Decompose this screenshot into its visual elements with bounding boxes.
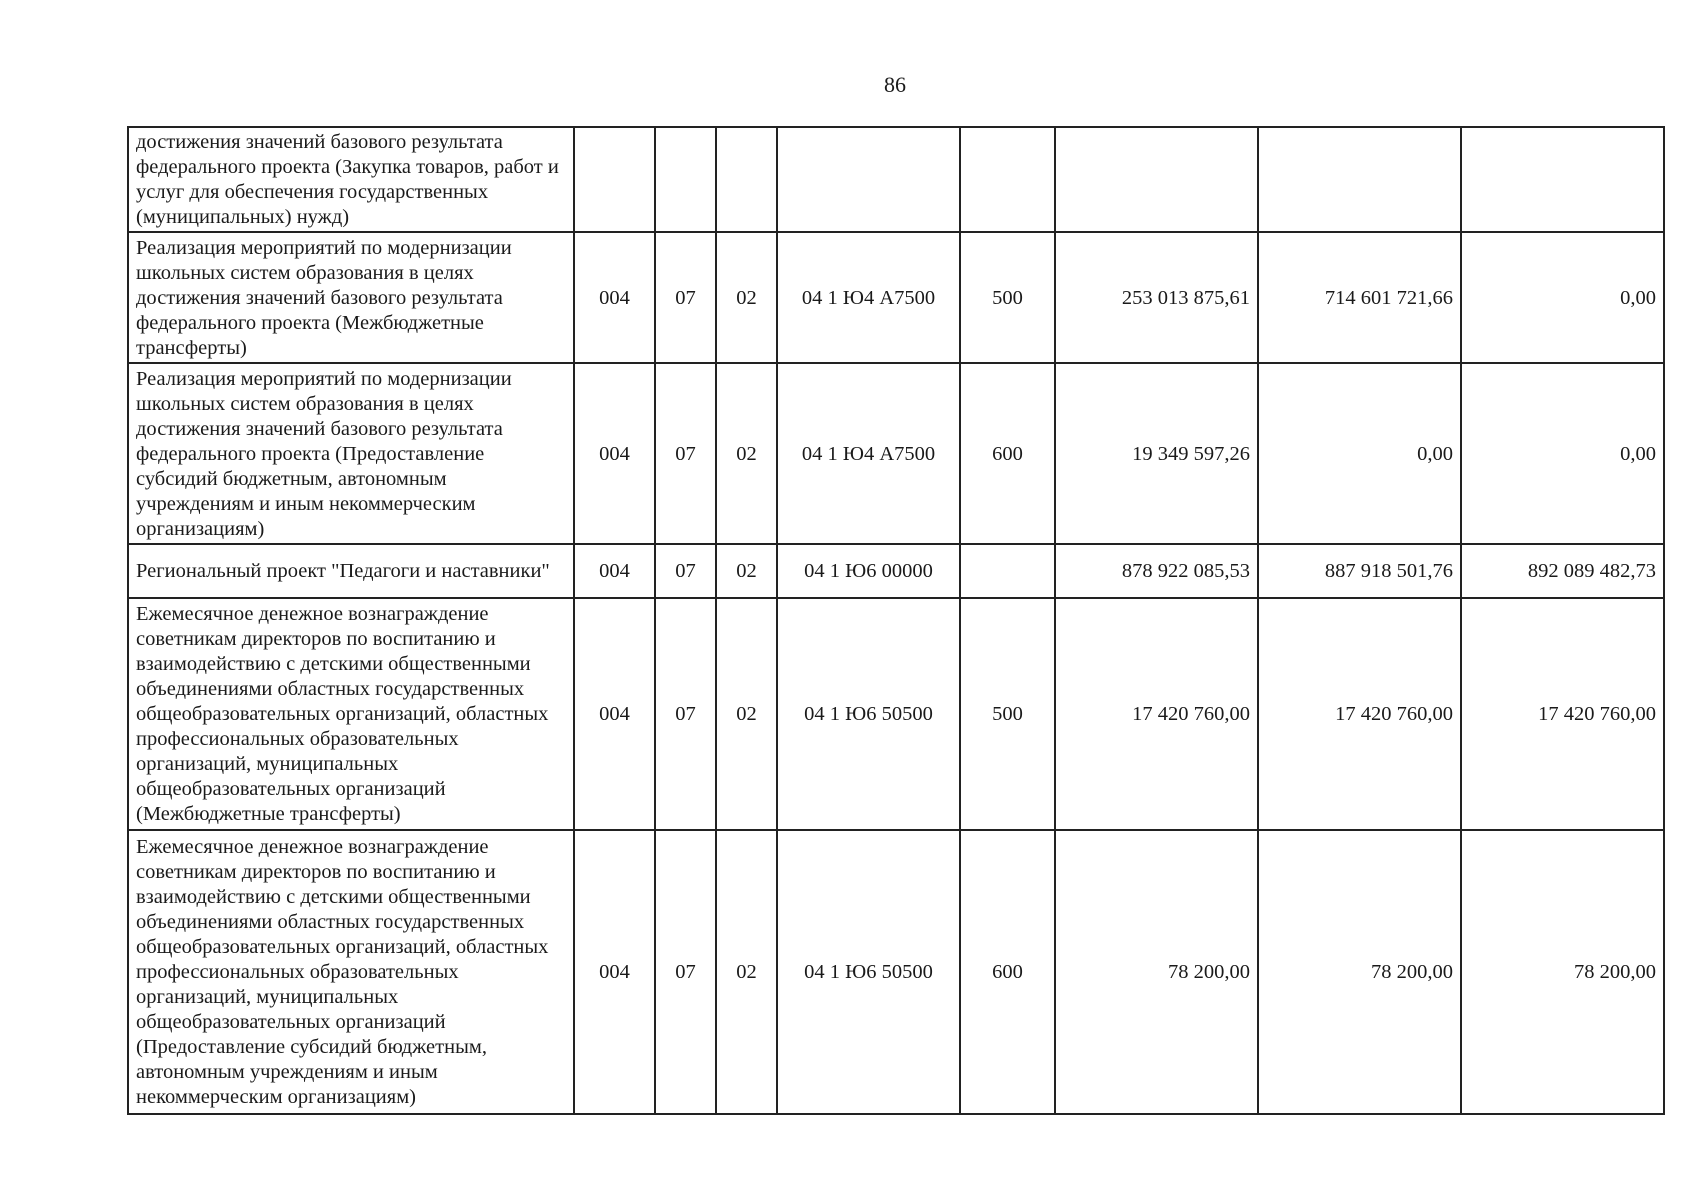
expense-type-cell: 500 xyxy=(960,232,1055,363)
sum-year3-cell: 892 089 482,73 xyxy=(1461,544,1664,598)
sum-year3-cell: 0,00 xyxy=(1461,363,1664,544)
subsection-code-cell: 02 xyxy=(716,830,777,1114)
expense-type-cell xyxy=(960,544,1055,598)
target-article-cell: 04 1 Ю6 00000 xyxy=(777,544,960,598)
target-article-cell: 04 1 Ю4 А7500 xyxy=(777,363,960,544)
ministry-code-cell: 004 xyxy=(574,598,655,830)
sum-year1-cell: 19 349 597,26 xyxy=(1055,363,1258,544)
subsection-code-cell: 02 xyxy=(716,232,777,363)
table-row xyxy=(128,127,1664,232)
sum-year2-cell: 0,00 xyxy=(1258,363,1461,544)
table-row xyxy=(128,830,1664,1114)
expense-type-cell: 600 xyxy=(960,830,1055,1114)
row-name-cell: достижения значений базового результата федерального проекта (Закупка товаров, работ и услуг для обеспечения государственных (муниципальных) нужд) xyxy=(128,127,574,232)
row-name-cell: Реализация мероприятий по модернизации школьных систем образования в целях достижения значений базового результата федерального проекта (Межбюджетные трансферты) xyxy=(128,232,574,363)
ministry-code-cell: 004 xyxy=(574,363,655,544)
target-article-cell xyxy=(777,127,960,232)
ministry-code-cell: 004 xyxy=(574,830,655,1114)
table-row xyxy=(128,598,1664,830)
section-code-cell: 07 xyxy=(655,363,716,544)
section-code-cell: 07 xyxy=(655,232,716,363)
sum-year2-cell: 714 601 721,66 xyxy=(1258,232,1461,363)
subsection-code-cell: 02 xyxy=(716,544,777,598)
sum-year1-cell: 17 420 760,00 xyxy=(1055,598,1258,830)
subsection-code-cell xyxy=(716,127,777,232)
sum-year3-cell xyxy=(1461,127,1664,232)
budget-table xyxy=(127,126,1665,1115)
sum-year1-cell: 78 200,00 xyxy=(1055,830,1258,1114)
sum-year3-cell: 17 420 760,00 xyxy=(1461,598,1664,830)
table-row xyxy=(128,544,1664,598)
row-name-cell: Реализация мероприятий по модернизации школьных систем образования в целях достижения значений базового результата федерального проекта (Предоставление субсидий бюджетным, автономным учреждениям и иным некоммерческим организациям) xyxy=(128,363,574,544)
target-article-cell: 04 1 Ю6 50500 xyxy=(777,598,960,830)
sum-year2-cell xyxy=(1258,127,1461,232)
section-code-cell: 07 xyxy=(655,544,716,598)
ministry-code-cell: 004 xyxy=(574,232,655,363)
table-row xyxy=(128,232,1664,363)
section-code-cell: 07 xyxy=(655,598,716,830)
expense-type-cell: 500 xyxy=(960,598,1055,830)
sum-year2-cell: 78 200,00 xyxy=(1258,830,1461,1114)
sum-year1-cell: 878 922 085,53 xyxy=(1055,544,1258,598)
ministry-code-cell: 004 xyxy=(574,544,655,598)
row-name-cell: Ежемесячное денежное вознаграждение советникам директоров по воспитанию и взаимодействию с детскими общественными объединениями областных государственных общеобразовательных организаций, областных профессиональных образовательных организаций, муниципальных общеобразовательных организаций (Предоставление субсидий бюджетным, автономным учреждениям и иным некоммерческим организациям) xyxy=(128,830,574,1114)
target-article-cell: 04 1 Ю6 50500 xyxy=(777,830,960,1114)
row-name-cell: Региональный проект "Педагоги и наставники" xyxy=(128,544,574,598)
table-row xyxy=(128,363,1664,544)
ministry-code-cell xyxy=(574,127,655,232)
expense-type-cell: 600 xyxy=(960,363,1055,544)
subsection-code-cell: 02 xyxy=(716,598,777,830)
sum-year2-cell: 887 918 501,76 xyxy=(1258,544,1461,598)
page-number: 86 xyxy=(884,72,906,97)
sum-year3-cell: 78 200,00 xyxy=(1461,830,1664,1114)
subsection-code-cell: 02 xyxy=(716,363,777,544)
row-name-cell: Ежемесячное денежное вознаграждение советникам директоров по воспитанию и взаимодействию с детскими общественными объединениями областных государственных общеобразовательных организаций, областных профессиональных образовательных организаций, муниципальных общеобразовательных организаций (Межбюджетные трансферты) xyxy=(128,598,574,830)
expense-type-cell xyxy=(960,127,1055,232)
section-code-cell xyxy=(655,127,716,232)
section-code-cell: 07 xyxy=(655,830,716,1114)
sum-year3-cell: 0,00 xyxy=(1461,232,1664,363)
sum-year1-cell: 253 013 875,61 xyxy=(1055,232,1258,363)
sum-year1-cell xyxy=(1055,127,1258,232)
sum-year2-cell: 17 420 760,00 xyxy=(1258,598,1461,830)
target-article-cell: 04 1 Ю4 А7500 xyxy=(777,232,960,363)
